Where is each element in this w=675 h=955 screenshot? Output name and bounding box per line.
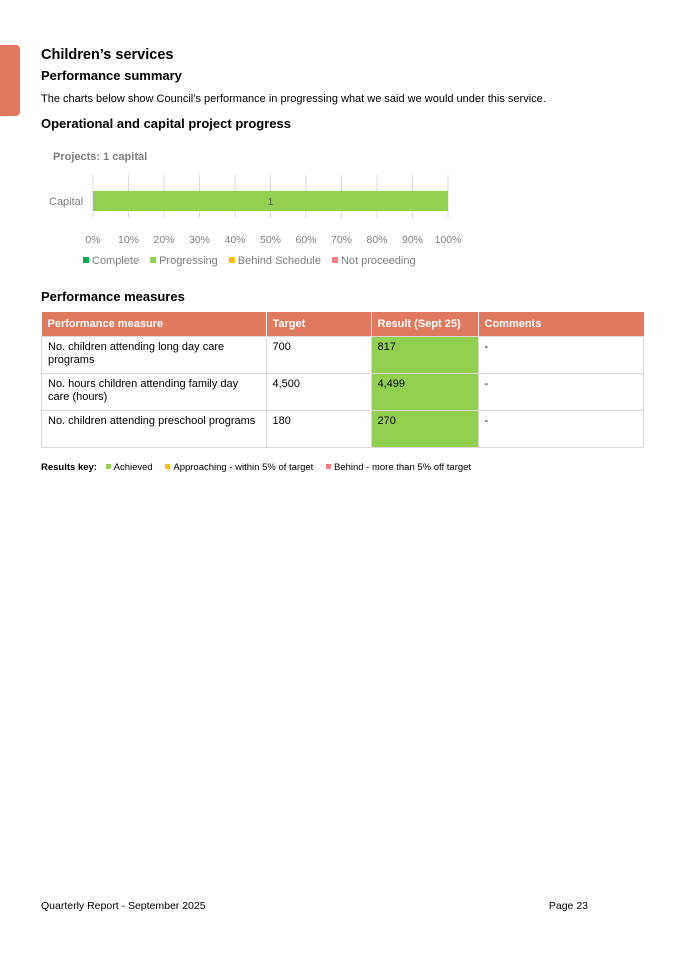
result-cell: 270 xyxy=(371,411,478,448)
key-item-approaching xyxy=(163,462,313,473)
target-cell: 700 xyxy=(266,337,371,374)
header-performance-measure: Performance measure xyxy=(42,312,267,337)
x-tick-label: 80% xyxy=(366,234,388,246)
table-row xyxy=(42,337,644,374)
legend-label: Complete xyxy=(92,255,140,267)
x-tick-label: 0% xyxy=(85,234,101,246)
legend-label: Behind Schedule xyxy=(237,255,321,267)
x-tick-label: 50% xyxy=(259,234,282,246)
comments-cell: - xyxy=(478,337,644,374)
x-tick-label: 40% xyxy=(224,234,246,246)
measure-cell: No. hours children attending family day care (hours) xyxy=(42,374,267,411)
results-key xyxy=(41,462,479,473)
result-cell: 4,499 xyxy=(371,374,478,411)
x-tick-label: 20% xyxy=(153,234,175,246)
target-cell: 180 xyxy=(266,411,371,448)
x-tick-label: 70% xyxy=(330,234,353,246)
section-title: Children’s services xyxy=(41,47,174,63)
key-item-behind xyxy=(324,462,471,473)
x-tick-label: 90% xyxy=(401,234,424,246)
header-target: Target xyxy=(266,312,371,337)
key-label-achieved: Achieved xyxy=(113,462,153,473)
project-progress-chart xyxy=(41,140,481,275)
header-comments: Comments xyxy=(478,312,644,337)
progress-heading: Operational and capital project progress xyxy=(41,116,291,131)
x-tick-label: 60% xyxy=(295,234,317,246)
legend-swatch xyxy=(150,257,156,263)
comments-cell: - xyxy=(478,411,644,448)
legend-label: Progressing xyxy=(159,255,218,267)
comments-cell: - xyxy=(478,374,644,411)
x-tick-label: 10% xyxy=(117,234,140,246)
achieved-swatch xyxy=(106,464,111,469)
bar-data-label: 1 xyxy=(267,197,274,208)
y-category-label: Capital xyxy=(49,196,84,208)
table-header-row xyxy=(42,312,644,337)
behind-swatch xyxy=(326,464,331,469)
approaching-swatch xyxy=(165,464,170,469)
measures-heading: Performance measures xyxy=(41,289,185,304)
key-item-achieved xyxy=(104,462,153,473)
header-result: Result (Sept 25) xyxy=(371,312,478,337)
footer-report-title: Quarterly Report - September 2025 xyxy=(41,900,206,912)
key-label-approaching: Approaching - within 5% of target xyxy=(173,462,314,473)
table-row xyxy=(42,411,644,448)
measure-cell: No. children attending long day care programs xyxy=(42,337,267,374)
section-color-tab xyxy=(0,45,20,116)
x-tick-label: 30% xyxy=(188,234,211,246)
legend-label: Not proceeding xyxy=(340,255,416,267)
footer-page-number: Page 23 xyxy=(548,900,588,912)
measure-cell: No. children attending preschool programs xyxy=(42,411,267,448)
key-label-behind: Behind - more than 5% off target xyxy=(333,462,472,473)
performance-measures-table xyxy=(41,312,644,448)
legend-swatch xyxy=(332,257,338,263)
intro-text: The charts below show Council’s performance in progressing what we said we would under this service. xyxy=(41,93,546,105)
result-cell: 817 xyxy=(371,337,478,374)
legend-swatch xyxy=(83,257,89,263)
target-cell: 4,500 xyxy=(266,374,371,411)
summary-heading: Performance summary xyxy=(41,68,182,83)
chart-title: Projects: 1 capital xyxy=(53,151,148,163)
table-row xyxy=(42,374,644,411)
results-key-label: Results key: xyxy=(41,462,97,473)
x-tick-label: 100% xyxy=(434,234,462,246)
chart-svg xyxy=(41,140,481,275)
legend-swatch xyxy=(229,257,235,263)
